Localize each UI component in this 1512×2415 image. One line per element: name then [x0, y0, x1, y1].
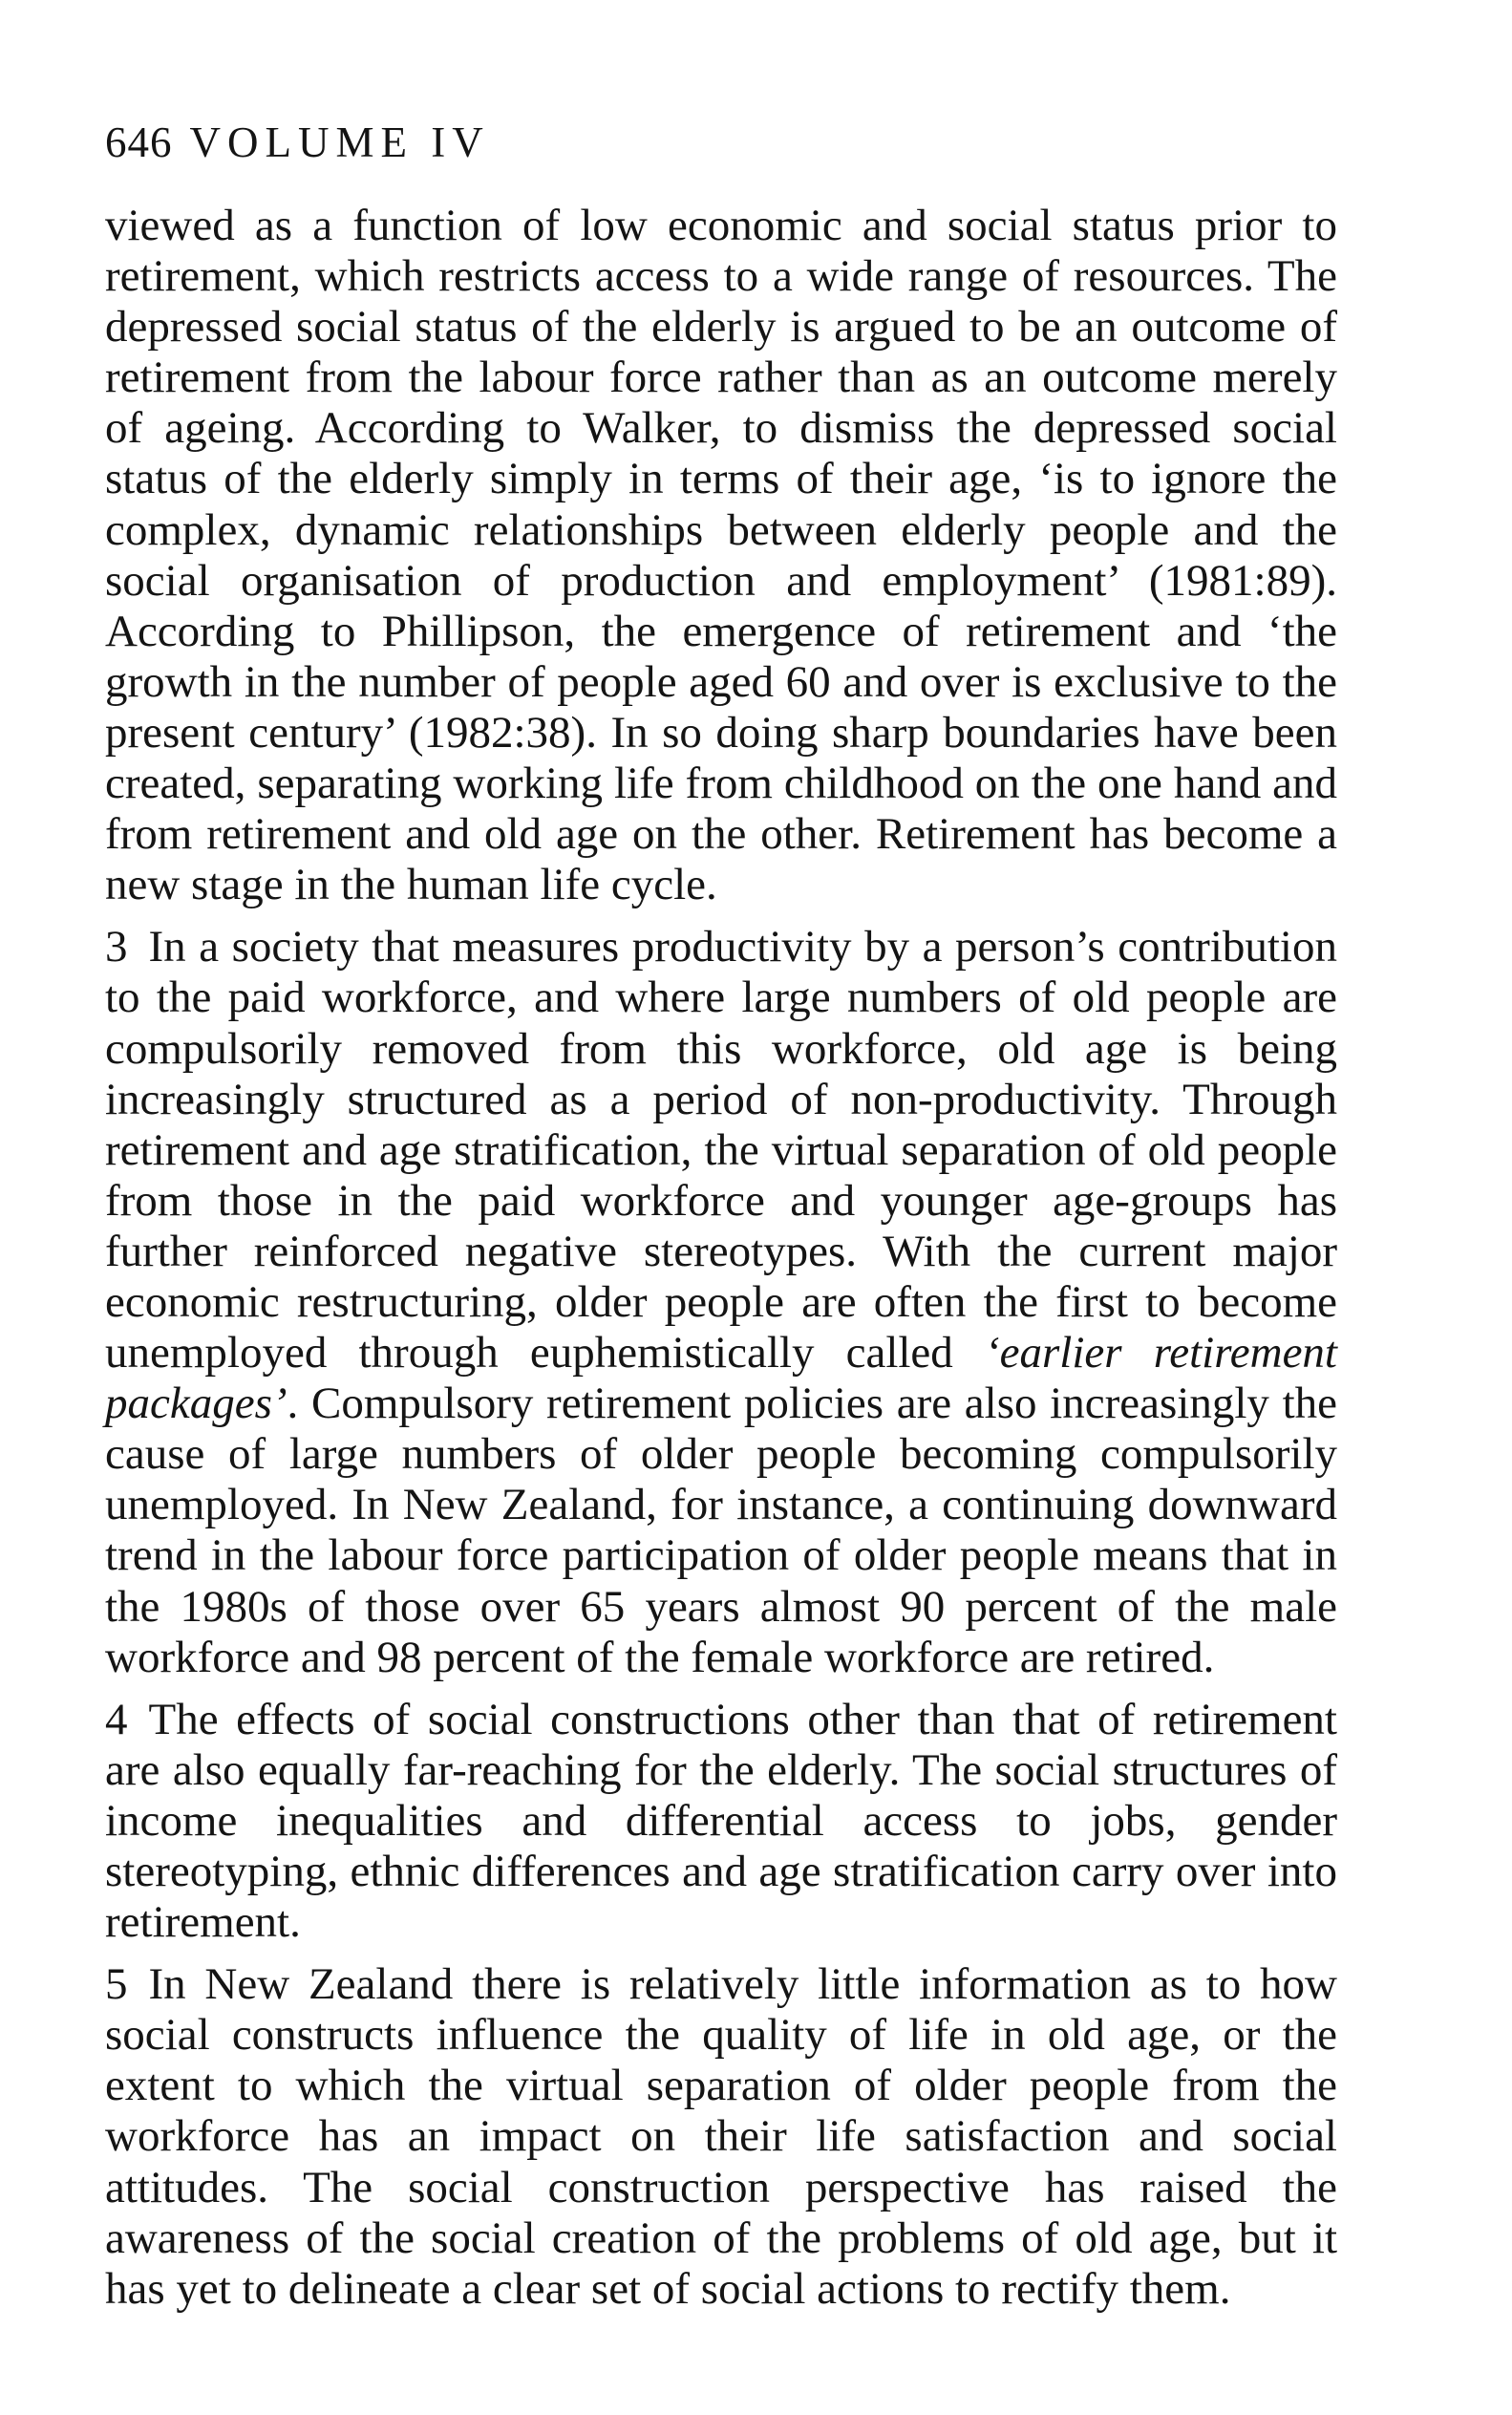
- paragraph-number: 5: [105, 1959, 128, 2010]
- volume-label: VOLUME IV: [189, 118, 490, 166]
- italic-phrase: ‘earlier retirement packages’: [105, 1328, 1337, 1429]
- paragraph-4: [105, 1695, 1337, 1948]
- running-head: [105, 113, 1337, 172]
- paragraph-text: The effects of social constructions other than that of retirement are also equally far-reaching for the elderly. The social structures of income inequalities and differential access to jobs, gender stereotyping, ethnic differences and age stratification carry over into retirement.: [105, 1694, 1337, 1948]
- paragraph-number: 4: [105, 1694, 128, 1744]
- paragraph-text-continued: . Compulsory retirement policies are also increasingly the cause of large numbers of older people becoming compulsorily unemployed. In New Zealand, for instance, a continuing downward trend in the labour force participation of older people means that in the 1980s of those over 65 years almost 90 percent of the male workforce and 98 percent of the female workforce are retired.: [105, 1378, 1337, 1682]
- body-text: [105, 201, 1337, 2315]
- paragraph-text: In a society that measures productivity by a person’s contribution to the paid workforce, and where large numbers of old people are compulsorily removed from this workforce, old age is being increasingly structured as a period of non-productivity. Through retirement and age stratification, the virtual separation of old people from those in the paid workforce and younger age-groups has further reinforced negative stereotypes. With the current major economic restructuring, older people are often the first to become unemployed through euphemistically called: [105, 922, 1337, 1378]
- paragraph-text: viewed as a function of low economic and social status prior to retirement, which restricts access to a wide range of resources. The depressed social status of the elderly is argued to be an outcome of retirement from the labour force rather than as an outcome merely of ageing. According to Walker, to dismiss the depressed social status of the elderly simply in terms of their age, ‘is to ignore the complex, dynamic relationships between elderly people and the social organisation of production and employment’ (1981:89). According to Phillipson, the emergence of retirement and ‘the growth in the number of people aged 60 and over is exclusive to the present century’ (1982:38). In so doing sharp boundaries have been created, separating working life from childhood on the one hand and from retirement and old age on the other. Retirement has become a new stage in the human life cycle.: [105, 201, 1337, 910]
- paragraph-continued: [105, 201, 1337, 910]
- page-number: 646: [105, 118, 173, 166]
- paragraph-3: [105, 922, 1337, 1682]
- paragraph-text: In New Zealand there is relatively little information as to how social constructs influence the quality of life in old age, or the extent to which the virtual separation of older people from the workforce has an impact on their life satisfaction and social attitudes. The social construction perspective has raised the awareness of the social creation of the problems of old age, but it has yet to delineate a clear set of social actions to rectify them.: [105, 1959, 1337, 2314]
- paragraph-5: [105, 1959, 1337, 2315]
- paragraph-number: 3: [105, 922, 128, 972]
- book-page: [105, 113, 1337, 2315]
